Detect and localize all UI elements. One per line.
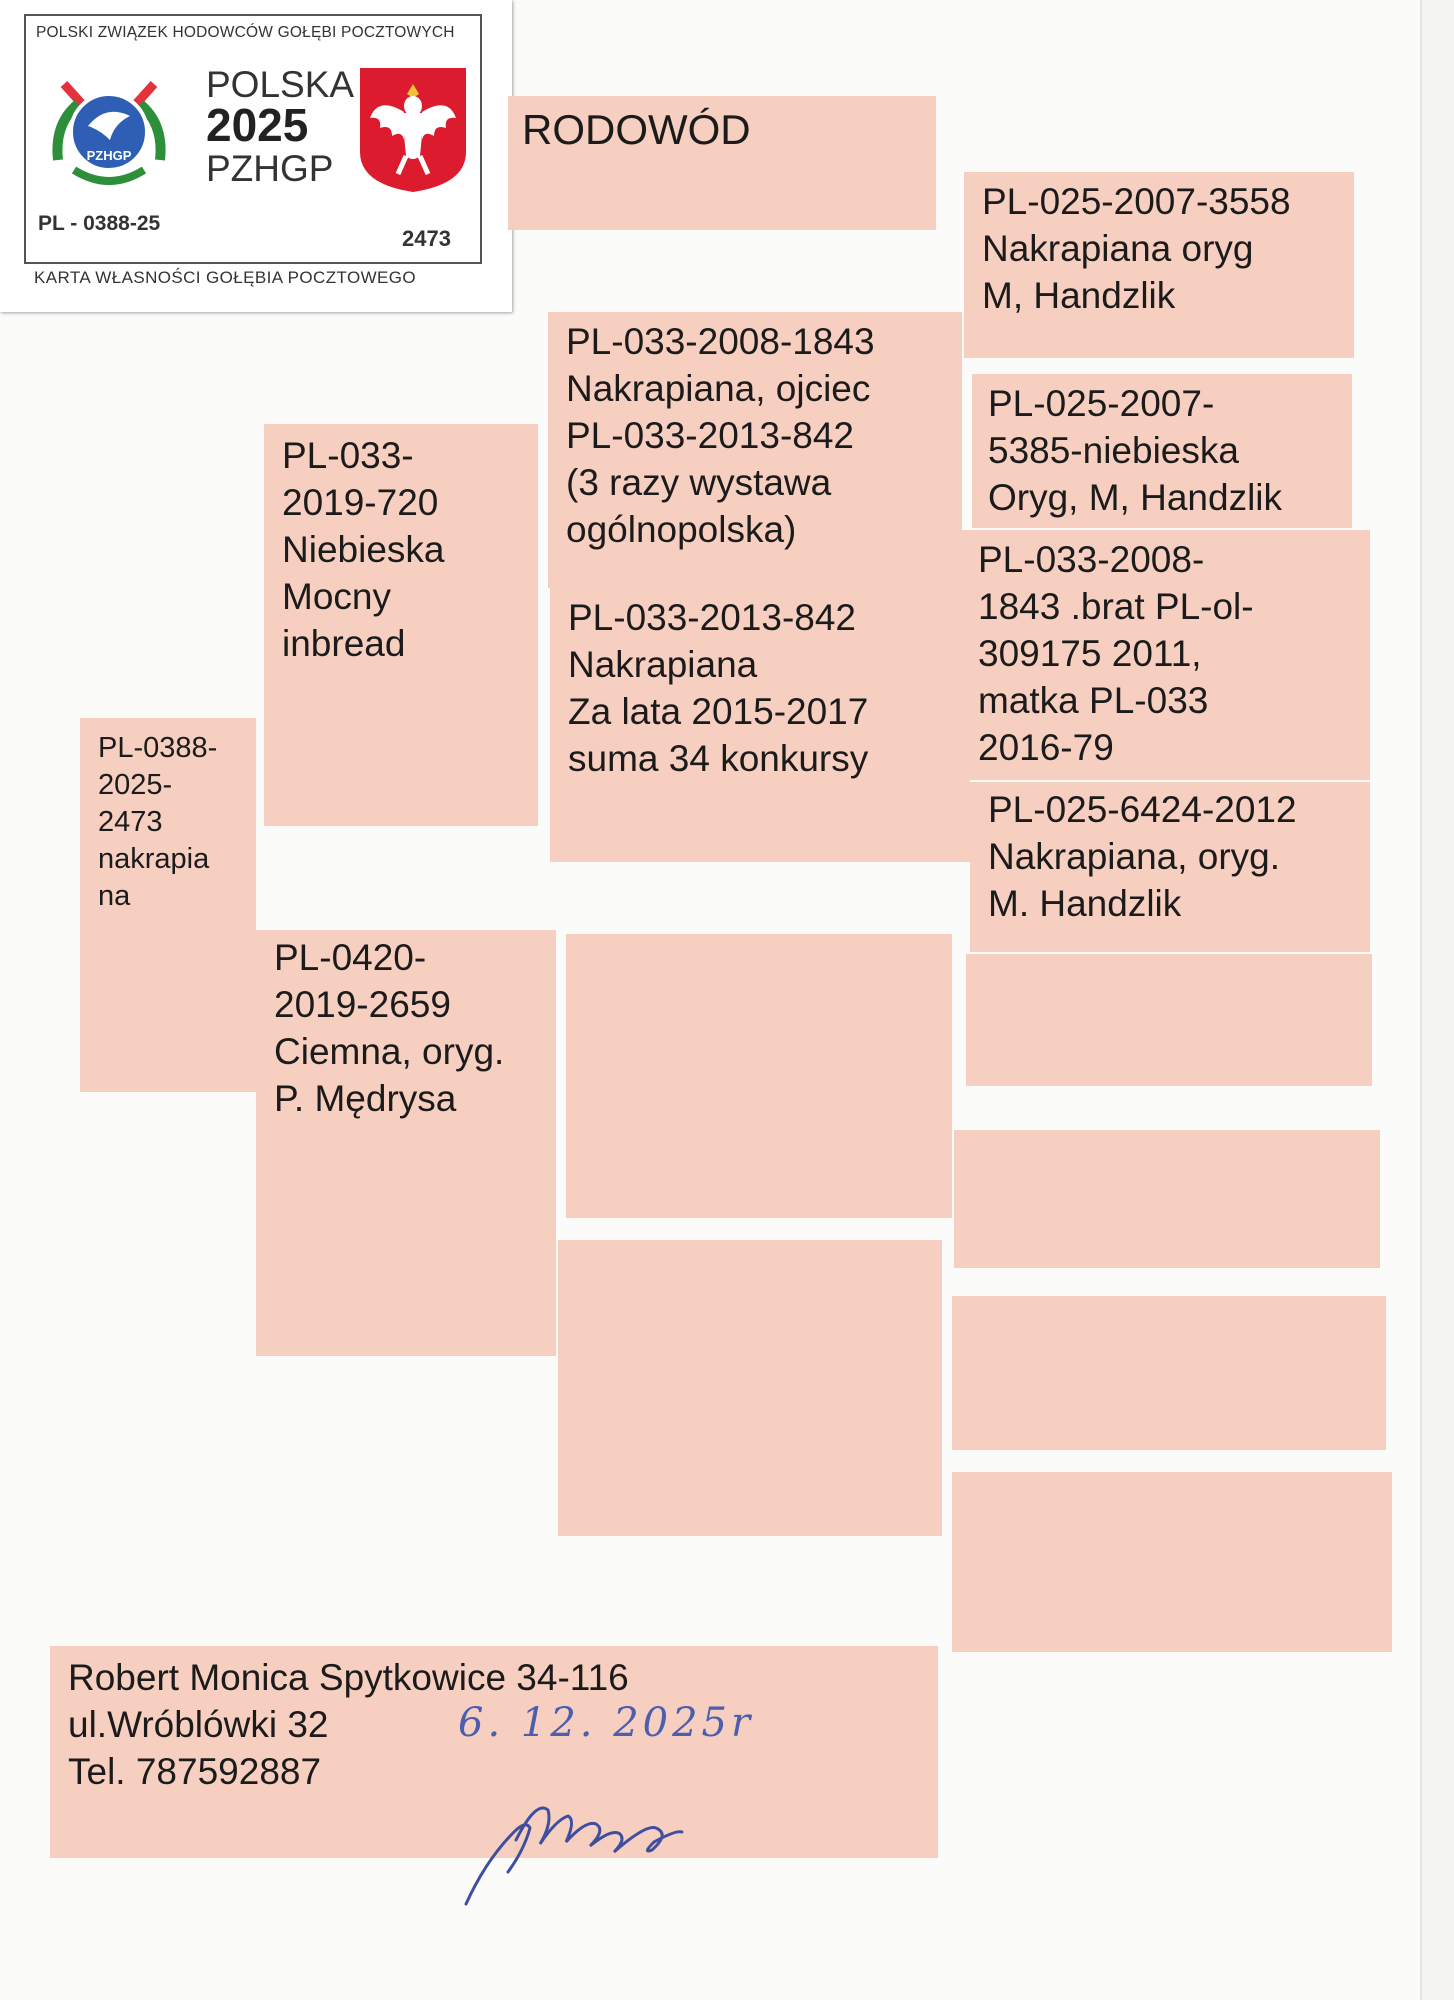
grandmother-paternal-box	[550, 588, 970, 862]
great-grandparent-4-box	[970, 782, 1370, 952]
great-grandparent-2-box	[972, 374, 1352, 528]
card-org: PZHGP	[206, 148, 334, 189]
pigeon-text: PL-0388- 2025- 2473 nakrapia na	[98, 732, 218, 912]
grandmother-paternal-text: PL-033-2013-842 Nakrapiana Za lata 2015-2017 suma 34 konkursy	[568, 597, 869, 779]
great-grandparent-4-text: PL-025-6424-2012 Nakrapiana, oryg. M. Handzlik	[988, 789, 1297, 924]
handwritten-date: 6. 12. 2025r	[458, 1700, 755, 1746]
great-grandparent-6-box	[954, 1130, 1380, 1268]
card-header: POLSKI ZWIĄZEK HODOWCÓW GOŁĘBI POCZTOWYCH	[36, 24, 455, 41]
pigeon-box	[80, 718, 256, 1092]
pzhgp-logo-icon	[44, 64, 174, 194]
great-grandparent-1-text: PL-025-2007-3558 Nakrapiana oryg M, Handzlik	[982, 181, 1291, 316]
card-year: 2025	[206, 99, 309, 151]
title-box	[508, 96, 936, 230]
great-grandparent-5-box	[966, 954, 1372, 1086]
card-pigeon-number: 2473	[402, 226, 451, 251]
grandfather-paternal-text: PL-033-2008-1843 Nakrapiana, ojciec PL-033-2013-842 (3 razy wystawa ogólnopolska)	[566, 321, 875, 550]
page-title: RODOWÓD	[522, 106, 751, 153]
great-grandparent-2-text: PL-025-2007- 5385-niebieska Oryg, M, Handzlik	[988, 383, 1283, 518]
ownership-card	[0, 0, 512, 312]
mother-box	[256, 930, 556, 1356]
great-grandparent-3-text: PL-033-2008- 1843 .brat PL-ol- 309175 2011, matka PL-033 2016-79	[978, 539, 1254, 768]
great-grandparent-1-box	[964, 172, 1354, 358]
polish-eagle-icon	[358, 66, 468, 194]
father-box	[264, 424, 538, 826]
mother-text: PL-0420- 2019-2659 Ciemna, oryg. P. Mędrysa	[274, 937, 505, 1119]
father-text: PL-033- 2019-720 Niebieska Mocny inbread	[282, 435, 445, 664]
breeder-line-3: Tel. 787592887	[68, 1751, 322, 1792]
logo-text: PZHGP	[86, 148, 132, 163]
card-country: POLSKA	[206, 64, 355, 105]
breeder-line-2: ul.Wróblówki 32	[68, 1704, 329, 1745]
grandmother-maternal-box	[558, 1240, 942, 1536]
grandfather-maternal-box	[566, 934, 952, 1218]
great-grandparent-7-box	[952, 1296, 1386, 1450]
card-footer: KARTA WŁASNOŚCI GOŁĘBIA POCZTOWEGO	[34, 268, 417, 287]
grandfather-paternal-box	[548, 312, 962, 588]
breeder-line-1: Robert Monica Spytkowice 34-116	[68, 1657, 629, 1698]
card-frame	[24, 14, 482, 264]
great-grandparent-8-box	[952, 1472, 1392, 1652]
card-ring-number: PL - 0388-25	[38, 212, 161, 235]
great-grandparent-3-box	[962, 530, 1370, 780]
signature-icon	[456, 1780, 756, 1910]
